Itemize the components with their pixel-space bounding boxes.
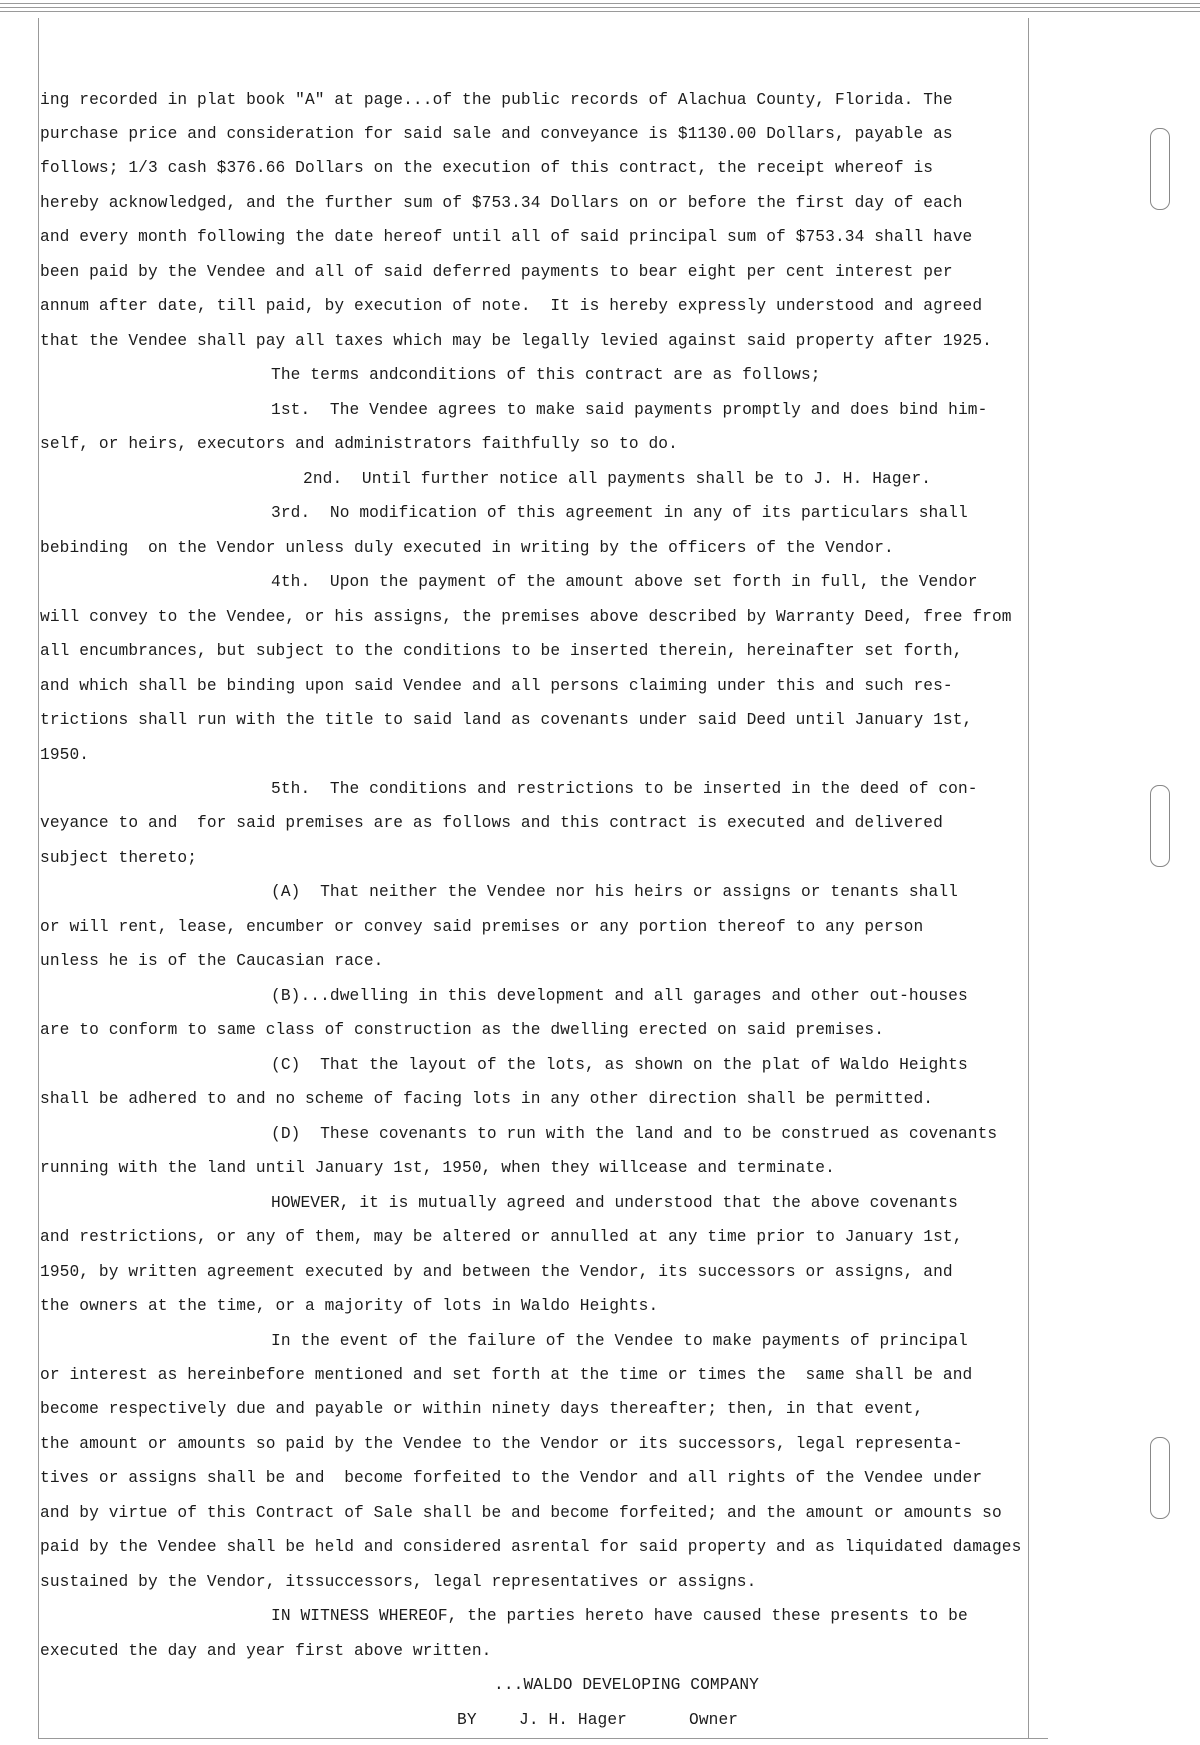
text-line: shall be adhered to and no scheme of facing lots in any other direction shall be permitted. [40,1090,934,1108]
text-line: or will rent, lease, encumber or convey said premises or any portion thereof to any person [40,918,924,936]
text-line: 2nd. Until further notice all payments shall be to J. H. Hager. [303,470,932,488]
text-line: follows; 1/3 cash $376.66 Dollars on the execution of this contract, the receipt whereof is [40,159,934,177]
text-line: the amount or amounts so paid by the Vendee to the Vendor or its successors, legal representa- [40,1435,963,1453]
text-line: 1950. [40,746,90,764]
text-line: been paid by the Vendee and all of said deferred payments to bear eight per cent interest per [40,263,953,281]
text-line: paid by the Vendee shall be held and considered asrental for said property and as liquidated damages [40,1538,1022,1556]
text-line: self, or heirs, executors and administrators faithfully so to do. [40,435,678,453]
text-line: sustained by the Vendor, itssuccessors, legal representatives or assigns. [40,1573,757,1591]
text-line: ing recorded in plat book "A" at page...of the public records of Alachua County, Florida. The [40,91,953,109]
binder-hole-top [1150,128,1170,210]
text-line: hereby acknowledged, and the further sum of $753.34 Dollars on or before the first day of each [40,194,963,212]
text-line: all encumbrances, but subject to the conditions to be inserted therein, hereinafter set forth, [40,642,963,660]
text-line: and restrictions, or any of them, may be altered or annulled at any time prior to January 1st, [40,1228,963,1246]
text-line: and which shall be binding upon said Vendee and all persons claiming under this and such res- [40,677,953,695]
left-margin-line [38,18,39,1738]
text-line: 1950, by written agreement executed by and between the Vendor, its successors or assigns, and [40,1263,953,1281]
text-line: 4th. Upon the payment of the amount above set forth in full, the Vendor [271,573,978,591]
text-line: purchase price and consideration for said sale and conveyance is $1130.00 Dollars, payable as [40,125,953,143]
page-top-border [0,0,1200,14]
text-line: veyance to and for said premises are as follows and this contract is executed and delivered [40,814,943,832]
company-name: ...WALDO DEVELOPING COMPANY [494,1676,759,1694]
right-margin-line [1028,18,1029,1738]
text-line: running with the land until January 1st, 1950, when they willcease and terminate. [40,1159,835,1177]
text-line: and by virtue of this Contract of Sale shall be and become forfeited; and the amount or amounts so [40,1504,1002,1522]
text-line: become respectively due and payable or within ninety days thereafter; then, in that event, [40,1400,924,1418]
text-line: IN WITNESS WHEREOF, the parties hereto have caused these presents to be [271,1607,968,1625]
text-line: the owners at the time, or a majority of lots in Waldo Heights. [40,1297,659,1315]
text-line: unless he is of the Caucasian race. [40,952,384,970]
text-line: executed the day and year first above written. [40,1642,492,1660]
text-line: bebinding on the Vendor unless duly executed in writing by the officers of the Vendor. [40,539,894,557]
text-line: and every month following the date hereof until all of said principal sum of $753.34 shall have [40,228,973,246]
text-line: (A) That neither the Vendee nor his heirs or assigns or tenants shall [271,883,958,901]
page-bottom-border [38,1738,1048,1739]
text-line: are to conform to same class of construction as the dwelling erected on said premises. [40,1021,885,1039]
signatory-name: J. H. Hager [519,1711,627,1729]
text-line: (C) That the layout of the lots, as shown on the plat of Waldo Heights [271,1056,968,1074]
text-line: trictions shall run with the title to said land as covenants under said Deed until January 1st, [40,711,973,729]
text-line: will convey to the Vendee, or his assigns, the premises above described by Warranty Deed, free from [40,608,1012,626]
text-line: HOWEVER, it is mutually agreed and understood that the above covenants [271,1194,958,1212]
text-line: 5th. The conditions and restrictions to be inserted in the deed of con- [271,780,978,798]
text-line: annum after date, till paid, by execution of note. It is hereby expressly understood and agreed [40,297,983,315]
text-line: or interest as hereinbefore mentioned and set forth at the time or times the same shall be and [40,1366,973,1384]
binder-hole-bottom [1150,1437,1170,1519]
binder-hole-middle [1150,785,1170,867]
text-line: subject thereto; [40,849,198,867]
text-line: The terms andconditions of this contract are as follows; [271,366,821,384]
text-line: 1st. The Vendee agrees to make said payments promptly and does bind him- [271,401,988,419]
text-line: 3rd. No modification of this agreement in any of its particulars shall [271,504,968,522]
text-line: (D) These covenants to run with the land and to be construed as covenants [271,1125,998,1143]
signatory-title: Owner [689,1711,739,1729]
text-line: that the Vendee shall pay all taxes which may be legally levied against said property after 1925. [40,332,992,350]
signature-by-label: BY [457,1711,477,1729]
text-line: (B)...dwelling in this development and all garages and other out-houses [271,987,968,1005]
text-line: In the event of the failure of the Vendee to make payments of principal [271,1332,968,1350]
text-line: tives or assigns shall be and become forfeited to the Vendor and all rights of the Vendee under [40,1469,983,1487]
